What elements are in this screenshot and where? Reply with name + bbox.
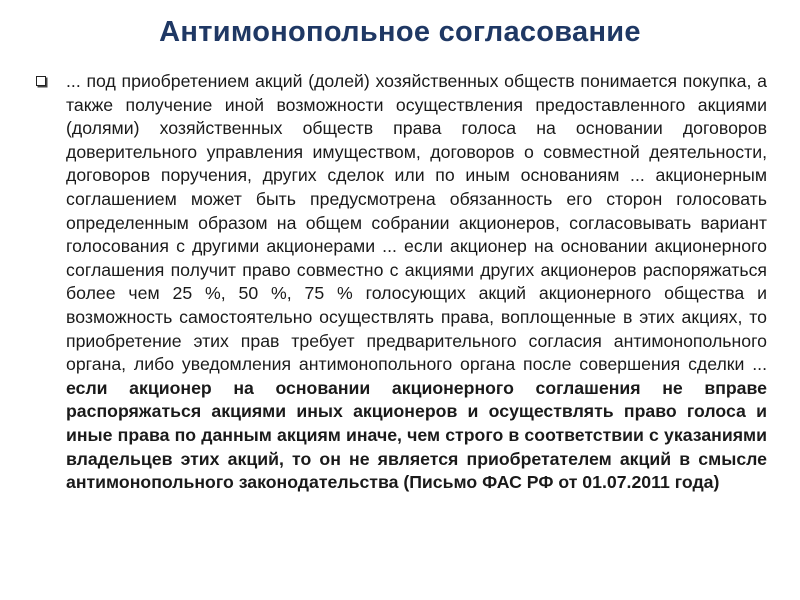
paragraph-bold-text: если акционер на основании акционерного соглашения не вправе распоряжаться акциями иных акционеров и осуществлять право голоса и иные права по данным акциям иначе, чем строго в соответствии с указаниями владельцев этих акций, то он не является приобретателем акций в смысле антимонопольного законодательства (Письмо ФАС РФ от 01.07.2011 года) <box>66 377 767 493</box>
bullet-item <box>42 70 767 495</box>
paragraph-regular-text: ... под приобретением акций (долей) хозяйственных обществ понимается покупка, а также получение иной возможности осуществления предоставленного акциями (долями) хозяйственных обществ права голоса на основании договоров доверительного управления имуществом, договоров о совместной деятельности, договоров поручения, других сделок или по иным основаниям ... акционерным соглашением может быть предусмотрена обязанность его сторон голосовать определенным образом на общем собрании акционеров, согласовывать вариант голосования с другими акционерами ... если акционер на основании акционерного соглашения получит право совместно с акциями других акционеров распоряжаться более чем 25 %, 50 %, 75 % голосующих акций акционерного общества и возможность самостоятельно осуществлять права, воплощенные в этих акциях, то приобретение этих прав требует предварительного согласия антимонопольного органа, либо уведомления антимонопольного органа после совершения сделки ... <box>66 71 767 375</box>
slide-content <box>42 70 767 495</box>
square-bullet-icon <box>36 76 46 86</box>
bullet-paragraph <box>66 70 767 495</box>
slide-title: Антимонопольное согласование <box>159 16 641 48</box>
